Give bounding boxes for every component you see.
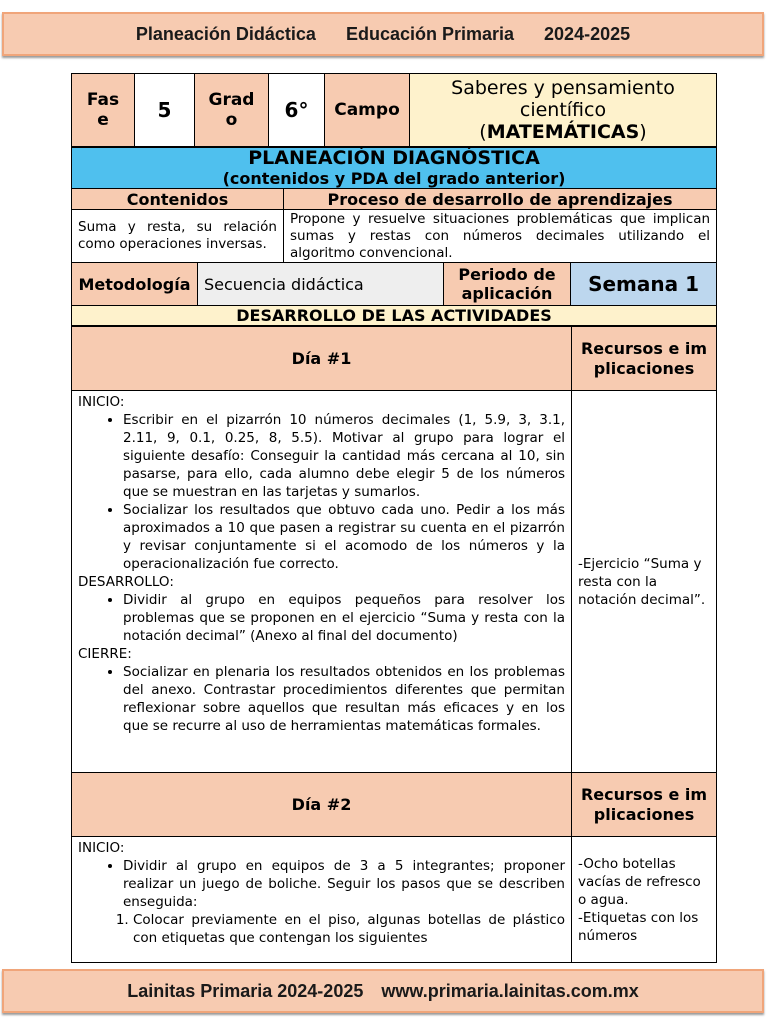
info-table bbox=[71, 73, 717, 147]
cierre-label: CIERRE: bbox=[78, 646, 132, 662]
header-banner bbox=[2, 12, 764, 56]
resource-text: -Ocho botellas vacías de refresco o agua. bbox=[578, 856, 701, 908]
metodologia-value: Secuencia didáctica bbox=[198, 263, 444, 306]
day-2-resources bbox=[572, 837, 717, 963]
list-item: • Dividir al grupo en equipos de 3 a 5 integrantes; proponer realizar un juego de boliche. Seguir los pasos que se describen enseguida: bbox=[123, 857, 565, 911]
desarrollo-header: DESARROLLO DE LAS ACTIVIDADES bbox=[72, 306, 717, 326]
day-2-content bbox=[72, 837, 572, 963]
contenidos-header: Contenidos bbox=[72, 189, 284, 210]
inicio-list bbox=[78, 857, 565, 911]
cierre-list bbox=[78, 663, 565, 735]
list-item: 1. Colocar previamente en el piso, algunas botellas de plástico con etiquetas que contengan los siguientes bbox=[133, 911, 565, 947]
grado-label: Grado bbox=[195, 74, 269, 147]
inicio-label: INICIO: bbox=[78, 840, 125, 856]
resource-text: -Etiquetas con los números bbox=[578, 910, 699, 944]
footer-name: Lainitas Primaria 2024-2025 bbox=[127, 980, 364, 1001]
planeacion-subtitle: (contenidos y PDA del grado anterior) bbox=[222, 169, 566, 188]
planeacion-header bbox=[72, 148, 717, 189]
list-item: • Socializar los resultados que obtuvo cada uno. Pedir a los más aproximados a 10 que pasen a registrar su cuenta en el pizarrón y revisar conjuntamente si el acomodo de los números y la operacionalización fue correcto. bbox=[123, 501, 565, 573]
recursos-header-1: Recursos e implicaciones bbox=[572, 327, 717, 391]
header-level: Educación Primaria bbox=[345, 23, 515, 44]
periodo-label: Periodo de aplicación bbox=[444, 263, 571, 306]
metodologia-label: Metodología bbox=[72, 263, 198, 306]
footer-banner bbox=[2, 969, 764, 1013]
recursos-header-2: Recursos e implicaciones bbox=[572, 773, 717, 837]
contenidos-text: Suma y resta, su relación como operaciones inversas. bbox=[72, 210, 284, 263]
semana-label: Semana 1 bbox=[571, 263, 717, 306]
day-1-resources bbox=[572, 391, 717, 773]
campo-value: Saberes y pensamiento científico (MATEMÁTICAS) bbox=[410, 74, 717, 147]
list-item: • Escribir en el pizarrón 10 números decimales (1, 5.9, 3, 3.1, 2.11, 9, 0.1, 0.25, 8, 5.5). Motivar al grupo para lograr el siguiente desafío: Conseguir la cantidad más cercana al 10, sin pasarse, para ello, cada alumno debe elegir 5 de los números que se muestran en las tarjetas y sumarlos. bbox=[123, 411, 565, 501]
header-cycle: 2024-2025 bbox=[544, 23, 631, 44]
day-2-title: Día #2 bbox=[72, 773, 572, 837]
desarrollo-label: DESARROLLO: bbox=[78, 574, 174, 590]
campo-name: Saberes y pensamiento científico bbox=[451, 77, 675, 121]
footer-url: www.primaria.lainitas.com.mx bbox=[381, 980, 639, 1001]
planeacion-title: PLANEACIÓN DIAGNÓSTICA bbox=[248, 147, 540, 169]
fase-label: Fase bbox=[72, 74, 135, 147]
day-1-content bbox=[72, 391, 572, 773]
day-1-title: Día #1 bbox=[72, 327, 572, 391]
inicio-list bbox=[78, 411, 565, 573]
steps-list bbox=[78, 911, 565, 947]
desarrollo-list bbox=[78, 591, 565, 645]
list-item: • Socializar en plenaria los resultados obtenidos en los problemas del anexo. Contrastar procedimientos diferentes que permitan reflexionar sobre aquellos que resultan más eficaces y en los que se recurre al uso de herramientas matemáticas formales. bbox=[123, 663, 565, 735]
activities-table bbox=[71, 326, 717, 963]
grado-value: 6° bbox=[269, 74, 325, 147]
list-item: • Dividir al grupo en equipos pequeños para resolver los problemas que se proponen en el ejercicio “Suma y resta con la notación decimal” (Anexo al final del documento) bbox=[123, 591, 565, 645]
resource-text: -Ejercicio “Suma y resta con la notación decimal”. bbox=[578, 555, 706, 608]
campo-label: Campo bbox=[325, 74, 410, 147]
planning-document bbox=[71, 73, 716, 963]
proceso-text: Propone y resuelve situaciones problemáticas que implican sumas y restas con números decimales utilizando el algoritmo convencional. bbox=[284, 210, 717, 263]
proceso-header: Proceso de desarrollo de aprendizajes bbox=[284, 189, 717, 210]
header-title: Planeación Didáctica bbox=[135, 23, 316, 44]
inicio-label: INICIO: bbox=[78, 394, 125, 410]
campo-subject: MATEMÁTICAS bbox=[486, 121, 640, 143]
fase-value: 5 bbox=[135, 74, 195, 147]
planning-table bbox=[71, 147, 717, 326]
